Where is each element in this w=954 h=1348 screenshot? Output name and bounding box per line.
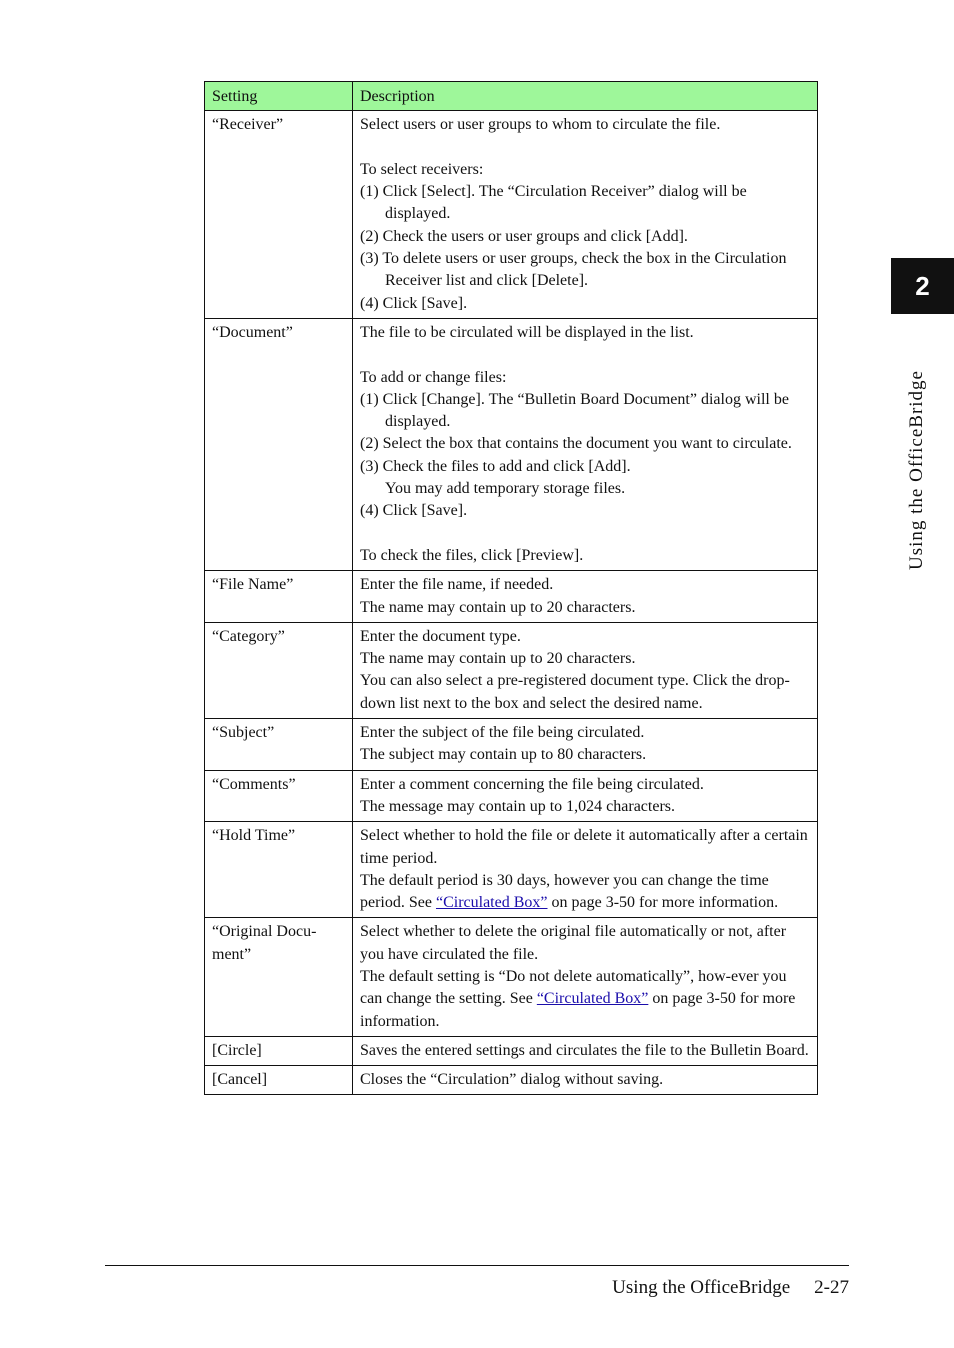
description-cell (353, 318, 818, 570)
step-line: (1) Click [Change]. The “Bulletin Board Document” dialog will be displayed. (360, 390, 789, 431)
chapter-label: Using the OfficeBridge (906, 370, 927, 570)
table-row (205, 318, 818, 570)
table-row (205, 719, 818, 771)
step-line: (4) Click [Save]. (360, 294, 468, 312)
footer-rule (105, 1265, 849, 1266)
description-line: Select whether to hold the file or delete it automatically after a certain time period. (360, 827, 808, 867)
description-cell (353, 822, 818, 918)
description-line: The name may contain up to 20 characters. (360, 650, 636, 668)
description-cell (353, 918, 818, 1036)
header-description: Description (353, 82, 818, 111)
description-line: Enter the document type. (360, 627, 521, 645)
description-line: The file to be circulated will be displayed in the list. (360, 323, 694, 341)
description-cell (353, 571, 818, 623)
description-cell (353, 770, 818, 822)
step-line: (2) Select the box that contains the document you want to circulate. (360, 435, 792, 453)
setting-cell: [Cancel] (205, 1066, 353, 1095)
circulated-box-link[interactable]: “Circulated Box” (536, 990, 649, 1008)
step-line: (3) To delete users or user groups, check the box in the Circulation Receiver list and click [Delete]. (360, 250, 787, 290)
description-line: Select users or user groups to whom to circulate the file. (360, 116, 721, 134)
table-row (205, 822, 818, 918)
table-row (205, 770, 818, 822)
table-row (205, 1036, 818, 1065)
setting-cell: “Document” (205, 318, 353, 570)
description-line: Enter the file name, if needed. (360, 576, 554, 594)
description-line: To add or change files: (360, 368, 507, 386)
page-footer (612, 1277, 849, 1299)
table-row (205, 1066, 818, 1095)
step-line: (4) Click [Save]. (360, 502, 468, 520)
page-number: 2-27 (814, 1277, 849, 1298)
table-row (205, 571, 818, 623)
description-line: To select receivers: (360, 160, 484, 178)
description-line: To check the files, click [Preview]. (360, 546, 584, 564)
circulated-box-link[interactable]: “Circulated Box” (435, 894, 548, 912)
setting-cell: “File Name” (205, 571, 353, 623)
settings-table (204, 81, 818, 1095)
description-cell (353, 111, 818, 319)
description-text: on page 3-50 for more information. (547, 894, 779, 912)
table-row (205, 622, 818, 718)
description-line (360, 966, 810, 1033)
description-text: on page 3-50 for more information. (360, 990, 796, 1030)
blank-line (360, 344, 810, 366)
description-cell (353, 1066, 818, 1095)
blank-line (360, 523, 810, 545)
description-cell (353, 719, 818, 771)
setting-cell: “Original Docu-ment” (205, 918, 353, 1036)
description-cell (353, 622, 818, 718)
setting-cell: [Circle] (205, 1036, 353, 1065)
description-line (360, 870, 810, 915)
description-text: The default setting is “Do not delete automatically”, how-ever you can change the setting. See (360, 967, 787, 1008)
setting-cell: “Receiver” (205, 111, 353, 319)
description-line: Enter a comment concerning the file being circulated. (360, 775, 704, 793)
description-line: The subject may contain up to 80 characters. (360, 746, 647, 764)
setting-cell: “Hold Time” (205, 822, 353, 918)
description-text: The default period is 30 days, however you can change the time period. See (360, 871, 769, 912)
description-line: Enter the subject of the file being circulated. (360, 724, 645, 742)
footer-title: Using the OfficeBridge (612, 1277, 791, 1298)
description-line: The name may contain up to 20 characters. (360, 598, 636, 616)
table-row (205, 918, 818, 1036)
setting-cell: “Subject” (205, 719, 353, 771)
blank-line (360, 137, 810, 159)
table-header-row (205, 82, 818, 111)
table-row (205, 111, 818, 319)
description-line: You can also select a pre-registered document type. Click the drop-down list next to the box and select the desired name. (360, 672, 790, 712)
setting-cell: “Comments” (205, 770, 353, 822)
description-line: The message may contain up to 1,024 characters. (360, 797, 675, 815)
header-setting: Setting (205, 82, 353, 111)
step-line: (3) Check the files to add and click [Add]. (360, 457, 631, 475)
step-line: (1) Click [Select]. The “Circulation Receiver” dialog will be displayed. (360, 183, 747, 223)
description-line: Select whether to delete the original file automatically or not, after you have circulated the file. (360, 923, 787, 963)
description-line: Saves the entered settings and circulates the file to the Bulletin Board. (360, 1041, 809, 1059)
step-line: (2) Check the users or user groups and click [Add]. (360, 227, 688, 245)
description-cell (353, 1036, 818, 1065)
chapter-tab: 2 (891, 258, 954, 314)
description-line: Closes the “Circulation” dialog without saving. (360, 1071, 664, 1089)
step-note: You may add temporary storage files. (385, 480, 626, 498)
setting-cell: “Category” (205, 622, 353, 718)
